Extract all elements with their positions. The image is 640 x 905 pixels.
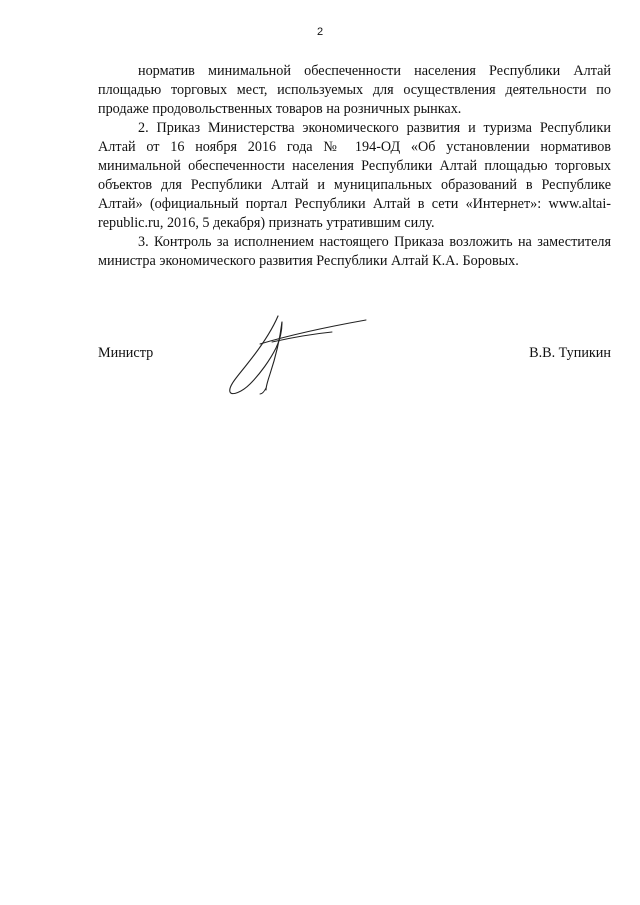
- signatory-title: Министр: [98, 345, 154, 361]
- page-number: 2: [316, 26, 324, 38]
- signatory-name: В.В. Тупикин: [529, 345, 611, 361]
- order-body-text: [98, 62, 611, 271]
- handwritten-signature: [220, 308, 370, 398]
- paragraph-item-2: 2. Приказ Министерства экономического развития и туризма Республики Алтай от 16 ноября 2016 года № 194-ОД «Об установлении нормативов минимальной обеспеченности населения Республики Алтай площадью торговых объектов для Республики Алтай и муниципальных образований в Республике Алтай» (официальный портал Республики Алтай в сети «Интернет»: www.altai-republic.ru, 2016, 5 декабря) признать утратившим силу.: [98, 120, 611, 231]
- paragraph-continuation: норматив минимальной обеспеченности населения Республики Алтай площадью торговых мест, используемых для осуществления деятельности по продаже продовольственных товаров на розничных рынках.: [98, 63, 611, 117]
- paragraph-item-3: 3. Контроль за исполнением настоящего Приказа возложить на заместителя министра экономического развития Республики Алтай К.А. Боровых.: [98, 234, 611, 269]
